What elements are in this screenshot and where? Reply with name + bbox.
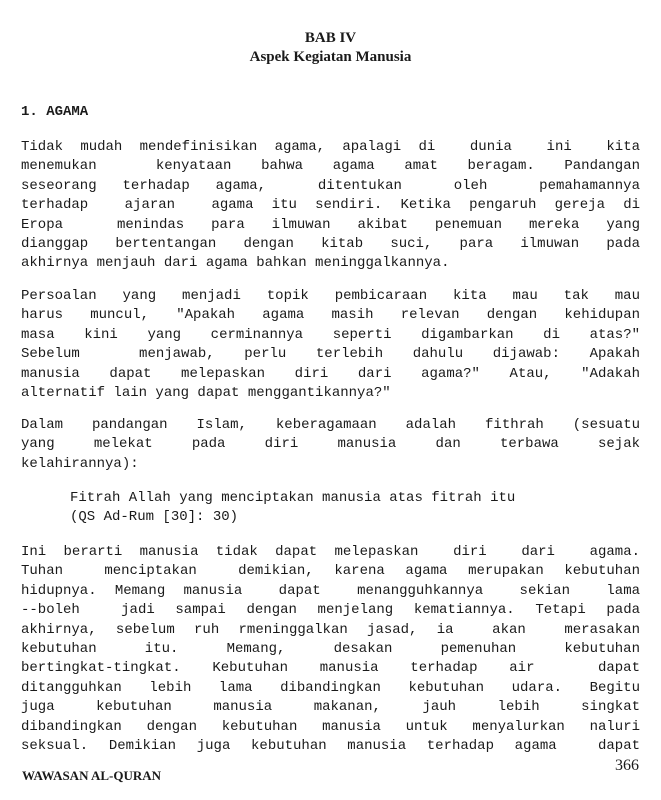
paragraph-line: manusia dapat melepaskan diri dari agama?" Atau, "Adakah <box>21 365 640 382</box>
paragraph-3 <box>21 416 640 474</box>
paragraph-line: Ini berarti manusia tidak dapat melepaskan diri dari agama. <box>21 544 640 560</box>
chapter-number: BAB IV <box>304 30 357 46</box>
paragraph-line: ditangguhkan lebih lama dibandingkan kebutuhan udara. Begitu <box>21 679 640 696</box>
paragraph-line: akhirnya menjauh dari agama bahkan meninggalkannya. <box>21 255 450 272</box>
paragraph-line: Eropa menindas para ilmuwan akibat penemuan mereka yang <box>21 216 640 233</box>
paragraph-line: --boleh jadi sampai dengan menjelang kematiannya. Tetapi pada <box>21 602 640 619</box>
paragraph-line: alternatif lain yang dapat menggantikannya?" <box>21 384 391 401</box>
paragraph-line: Tidak mudah mendefinisikan agama, apalagi di dunia ini kita <box>21 139 640 155</box>
paragraph-line: hidupnya. Memang manusia dapat menangguhkannya sekian lama <box>21 582 640 599</box>
paragraph-line: seksual. Demikian juga kebutuhan manusia terhadap agama dapat <box>21 737 640 754</box>
paragraph-line: yang melekat pada diri manusia dan terbawa sejak <box>21 436 640 453</box>
paragraph-line: bertingkat-tingkat. Kebutuhan manusia terhadap air dapat <box>21 660 640 677</box>
paragraph-line: menemukan kenyataan bahwa agama amat beragam. Pandangan <box>21 158 640 175</box>
paragraph-line: harus muncul, "Apakah agama masih relevan dengan kehidupan <box>21 307 640 324</box>
chapter-title: Aspek Kegiatan Manusia <box>249 49 412 65</box>
paragraph-line: seseorang terhadap agama, ditentukan oleh pemahamannya <box>21 177 640 194</box>
paragraph-line: masa kini yang cerminannya seperti digambarkan di atas?" <box>21 326 640 343</box>
paragraph-line: akhirnya, sebelum ruh rmeninggalkan jasad, ia akan merasakan <box>21 621 640 638</box>
section-heading: 1. AGAMA <box>21 104 89 120</box>
paragraph-line: juga kebutuhan manusia makanan, jauh lebih singkat <box>21 699 640 716</box>
paragraph-4 <box>21 543 640 756</box>
quote-line: Fitrah Allah yang menciptakan manusia atas fitrah itu <box>70 490 516 506</box>
paragraph-line: Persoalan yang menjadi topik pembicaraan kita mau tak mau <box>21 288 640 304</box>
paragraph-2 <box>21 287 640 403</box>
paragraph-line: dibandingkan dengan kebutuhan manusia untuk menyalurkan naluri <box>21 718 640 735</box>
page-number: 366 <box>615 757 639 774</box>
paragraph-1 <box>21 138 640 274</box>
paragraph-line: Sebelum menjawab, perlu terlebih dahulu dijawab: Apakah <box>21 346 640 363</box>
paragraph-line: kelahirannya): <box>21 455 139 472</box>
paragraph-line: Tuhan menciptakan demikian, karena agama merupakan kebutuhan <box>21 563 640 580</box>
paragraph-line: terhadap ajaran agama itu sendiri. Ketika pengaruh gereja di <box>21 197 640 214</box>
paragraph-line: dianggap bertentangan dengan kitab suci, para ilmuwan pada <box>21 235 640 252</box>
paragraph-line: Dalam pandangan Islam, keberagamaan adalah fithrah (sesuatu <box>21 417 640 433</box>
footer-book-title: WAWASAN AL-QURAN <box>22 768 162 783</box>
quran-quote <box>70 489 515 528</box>
quote-citation: (QS Ad-Rum [30]: 30) <box>70 509 239 526</box>
paragraph-line: kebutuhan itu. Memang, desakan pemenuhan kebutuhan <box>21 640 640 657</box>
